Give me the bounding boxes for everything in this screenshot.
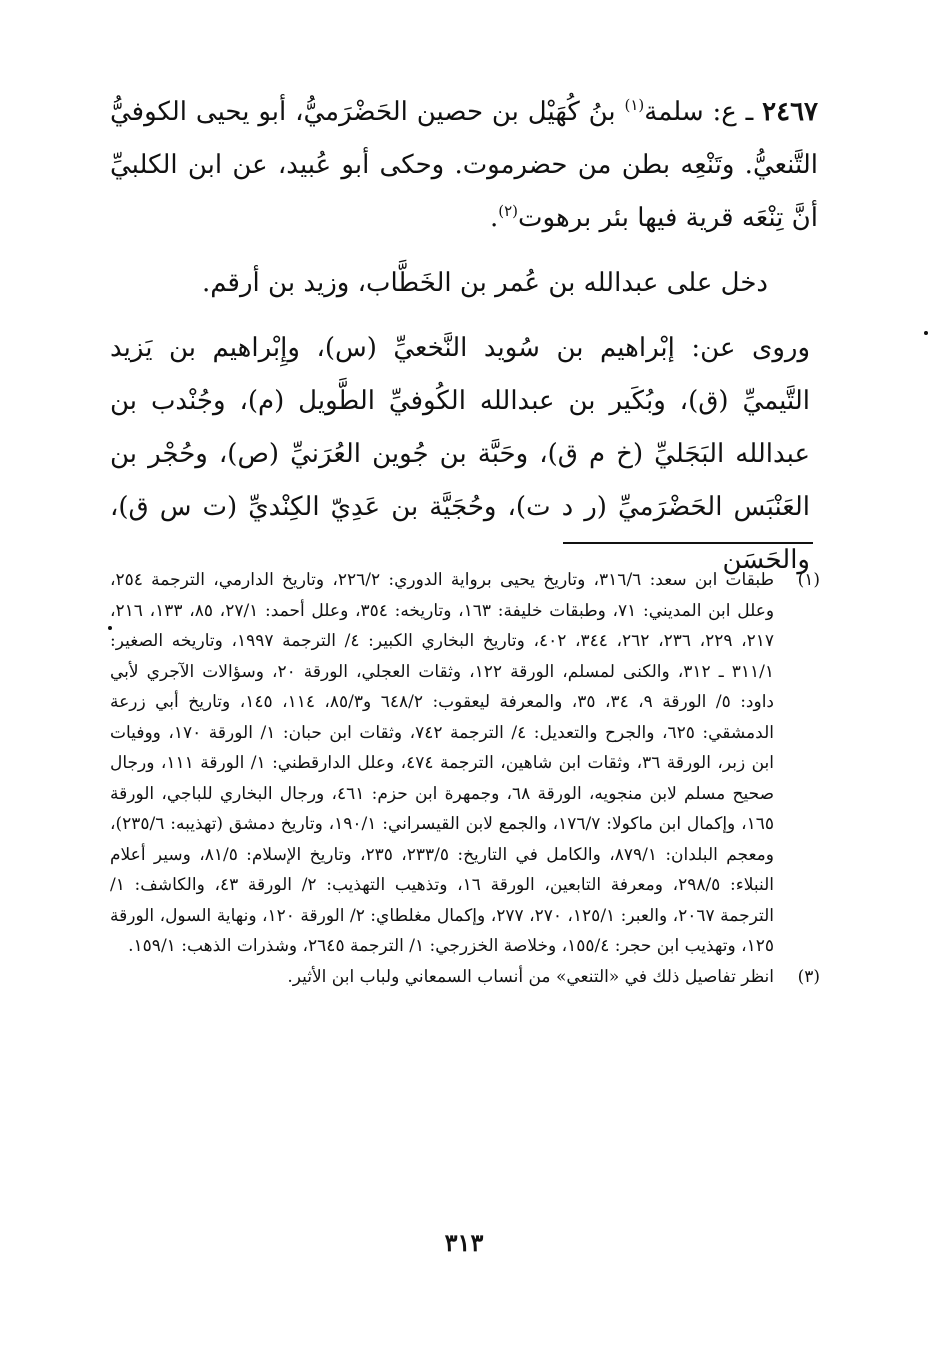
- biography-entry: [110, 86, 818, 587]
- footnote-ref-2: (٢): [498, 202, 519, 220]
- footnotes: [110, 565, 820, 992]
- narrators-label: وروى عن:: [674, 333, 810, 363]
- scan-speck: [108, 626, 112, 630]
- footnote-3: [110, 962, 820, 993]
- entry-intro-text: بنُ كُهَيْل بن حصين الحَضْرَميُّ، أبو يحيى الكوفيُّ التَّنعيُّ. وتَنْعِه بطن من حضرموت. وحكى أبو عُبيد، عن ابن الكلبيِّ أنَّ تِنْعَه قرية فيها بئر برهوت: [110, 97, 818, 233]
- footnote-ref-1: (١): [624, 96, 645, 114]
- entry-number: ٢٤٦٧: [762, 97, 818, 127]
- entry-intro-end: .: [489, 203, 499, 233]
- entry-name: سلمة: [644, 97, 704, 127]
- footnote-1: [110, 565, 820, 962]
- entry-narrators-paragraph: [110, 322, 818, 587]
- footnote-text: انظر تفاصيل ذلك في «التنعي» من أنساب السمعاني ولباب ابن الأثير.: [287, 966, 774, 987]
- footnote-text: طبقات ابن سعد: ٣١٦/٦، وتاريخ يحيى برواية الدوري: ٢٢٦/٢، وتاريخ الدارمي، الترجمة ٢٥٤، وعلل ابن المديني: ٧١، وطبقات خليفة: ١٦٣، وتاريخه: ٣٥٤، وعلل أحمد: ٢٧/١، ٨٥، ١٣٣، ٢١٦، ٢١٧، ٢٢٩، ٢٣٦، ٢٦٢، ٣٤٤، ٤٠٢، وتاريخ البخاري الكبير: ٤/ الترجمة ١٩٩٧، وتاريخه الصغير: ٣١١/١ ـ ٣١٢، والكنى لمسلم، الورقة ١٢٢، وثقات العجلي، الورقة ٢٠، وسؤالات الآجري لأبي داود: ٥/ الورقة ٩، ٣٤، ٣٥، والمعرفة ليعقوب: ٦٤٨/٢ و٨٥/٣، ١١٤، ١٤٥، وتاريخ أبي زرعة الدمشقي: ٦٢٥، والجرح والتعديل: ٤/ الترجمة ٧٤٢، وثقات ابن حبان: ١/ الورقة ١٧٠، ووفيات ابن زبر، الورقة ٣٦، وثقات ابن شاهين، الترجمة ٤٧٤، وعلل الدارقطني: ١/ الورقة ١١١، ورجال صحيح مسلم لابن منجويه، الورقة ٦٨، وجمهرة ابن حزم: ٤٦١، ورجال البخاري للباجي، الورقة ١٦٥، وإكمال ابن ماكولا: ١٧٦/٧، والجمع لابن القيسراني: ١٩٠/١، وتاريخ دمشق (تهذيبه: ٢٣٥/٦)، ومعجم البلدان: ٨٧٩/١، والكامل في التاريخ: ٢٣٣/٥، ٢٣٥، وتاريخ الإسلام: ٨١/٥، وسير أعلام النبلاء: ٢٩٨/٥، ومعرفة التابعين، الورقة ١٦، وتذهيب التهذيب: ٢/ الورقة ٤٣، والكاشف: ١/ الترجمة ٢٠٦٧، والعبر: ١٢٥/١، ٢٧٠، ٢٧٧، وإكمال مغلطاي: ٢/ الورقة ١٢٠، ونهاية السول، الورقة ١٢٥، وتهذيب ابن حجر: ١٥٥/٤، وخلاصة الخزرجي: ١/ الترجمة ٢٦٤٥، وشذرات الذهب: ١٥٩/١.: [110, 570, 775, 956]
- footnote-separator: [563, 542, 813, 544]
- page-number: ٣١٣: [444, 1228, 484, 1257]
- entry-dakhal-paragraph: دخل على عبدالله بن عُمر بن الخَطَّاب، وزيد بن أرقم.: [201, 268, 768, 298]
- entry-intro-paragraph: [110, 86, 818, 245]
- scan-speck: [924, 331, 928, 335]
- footnote-marker: (٣): [797, 966, 820, 987]
- narrators-list: إبْراهيم بن سُويد النَّخعيِّ (س)، وإِبْراهيم بن يَزيد التَّيميِّ (ق)، وبُكَير بن عبدالله الكُوفيِّ الطَّويل (م)، وجُنْدب بن عبدالله البَجَليِّ (خ م ق)، وحَبَّة بن جُوين العُرَنيِّ (ص)، وحُجْر بن العَنْبَس الحَضْرَميِّ (ر د ت)، وحُجَيَّة بن عَدِيّ الكِنْديِّ (ت س ق)، والحَسَن: [110, 333, 811, 575]
- footnote-marker: (١): [797, 570, 820, 590]
- book-symbol: ـ ع:: [703, 97, 754, 127]
